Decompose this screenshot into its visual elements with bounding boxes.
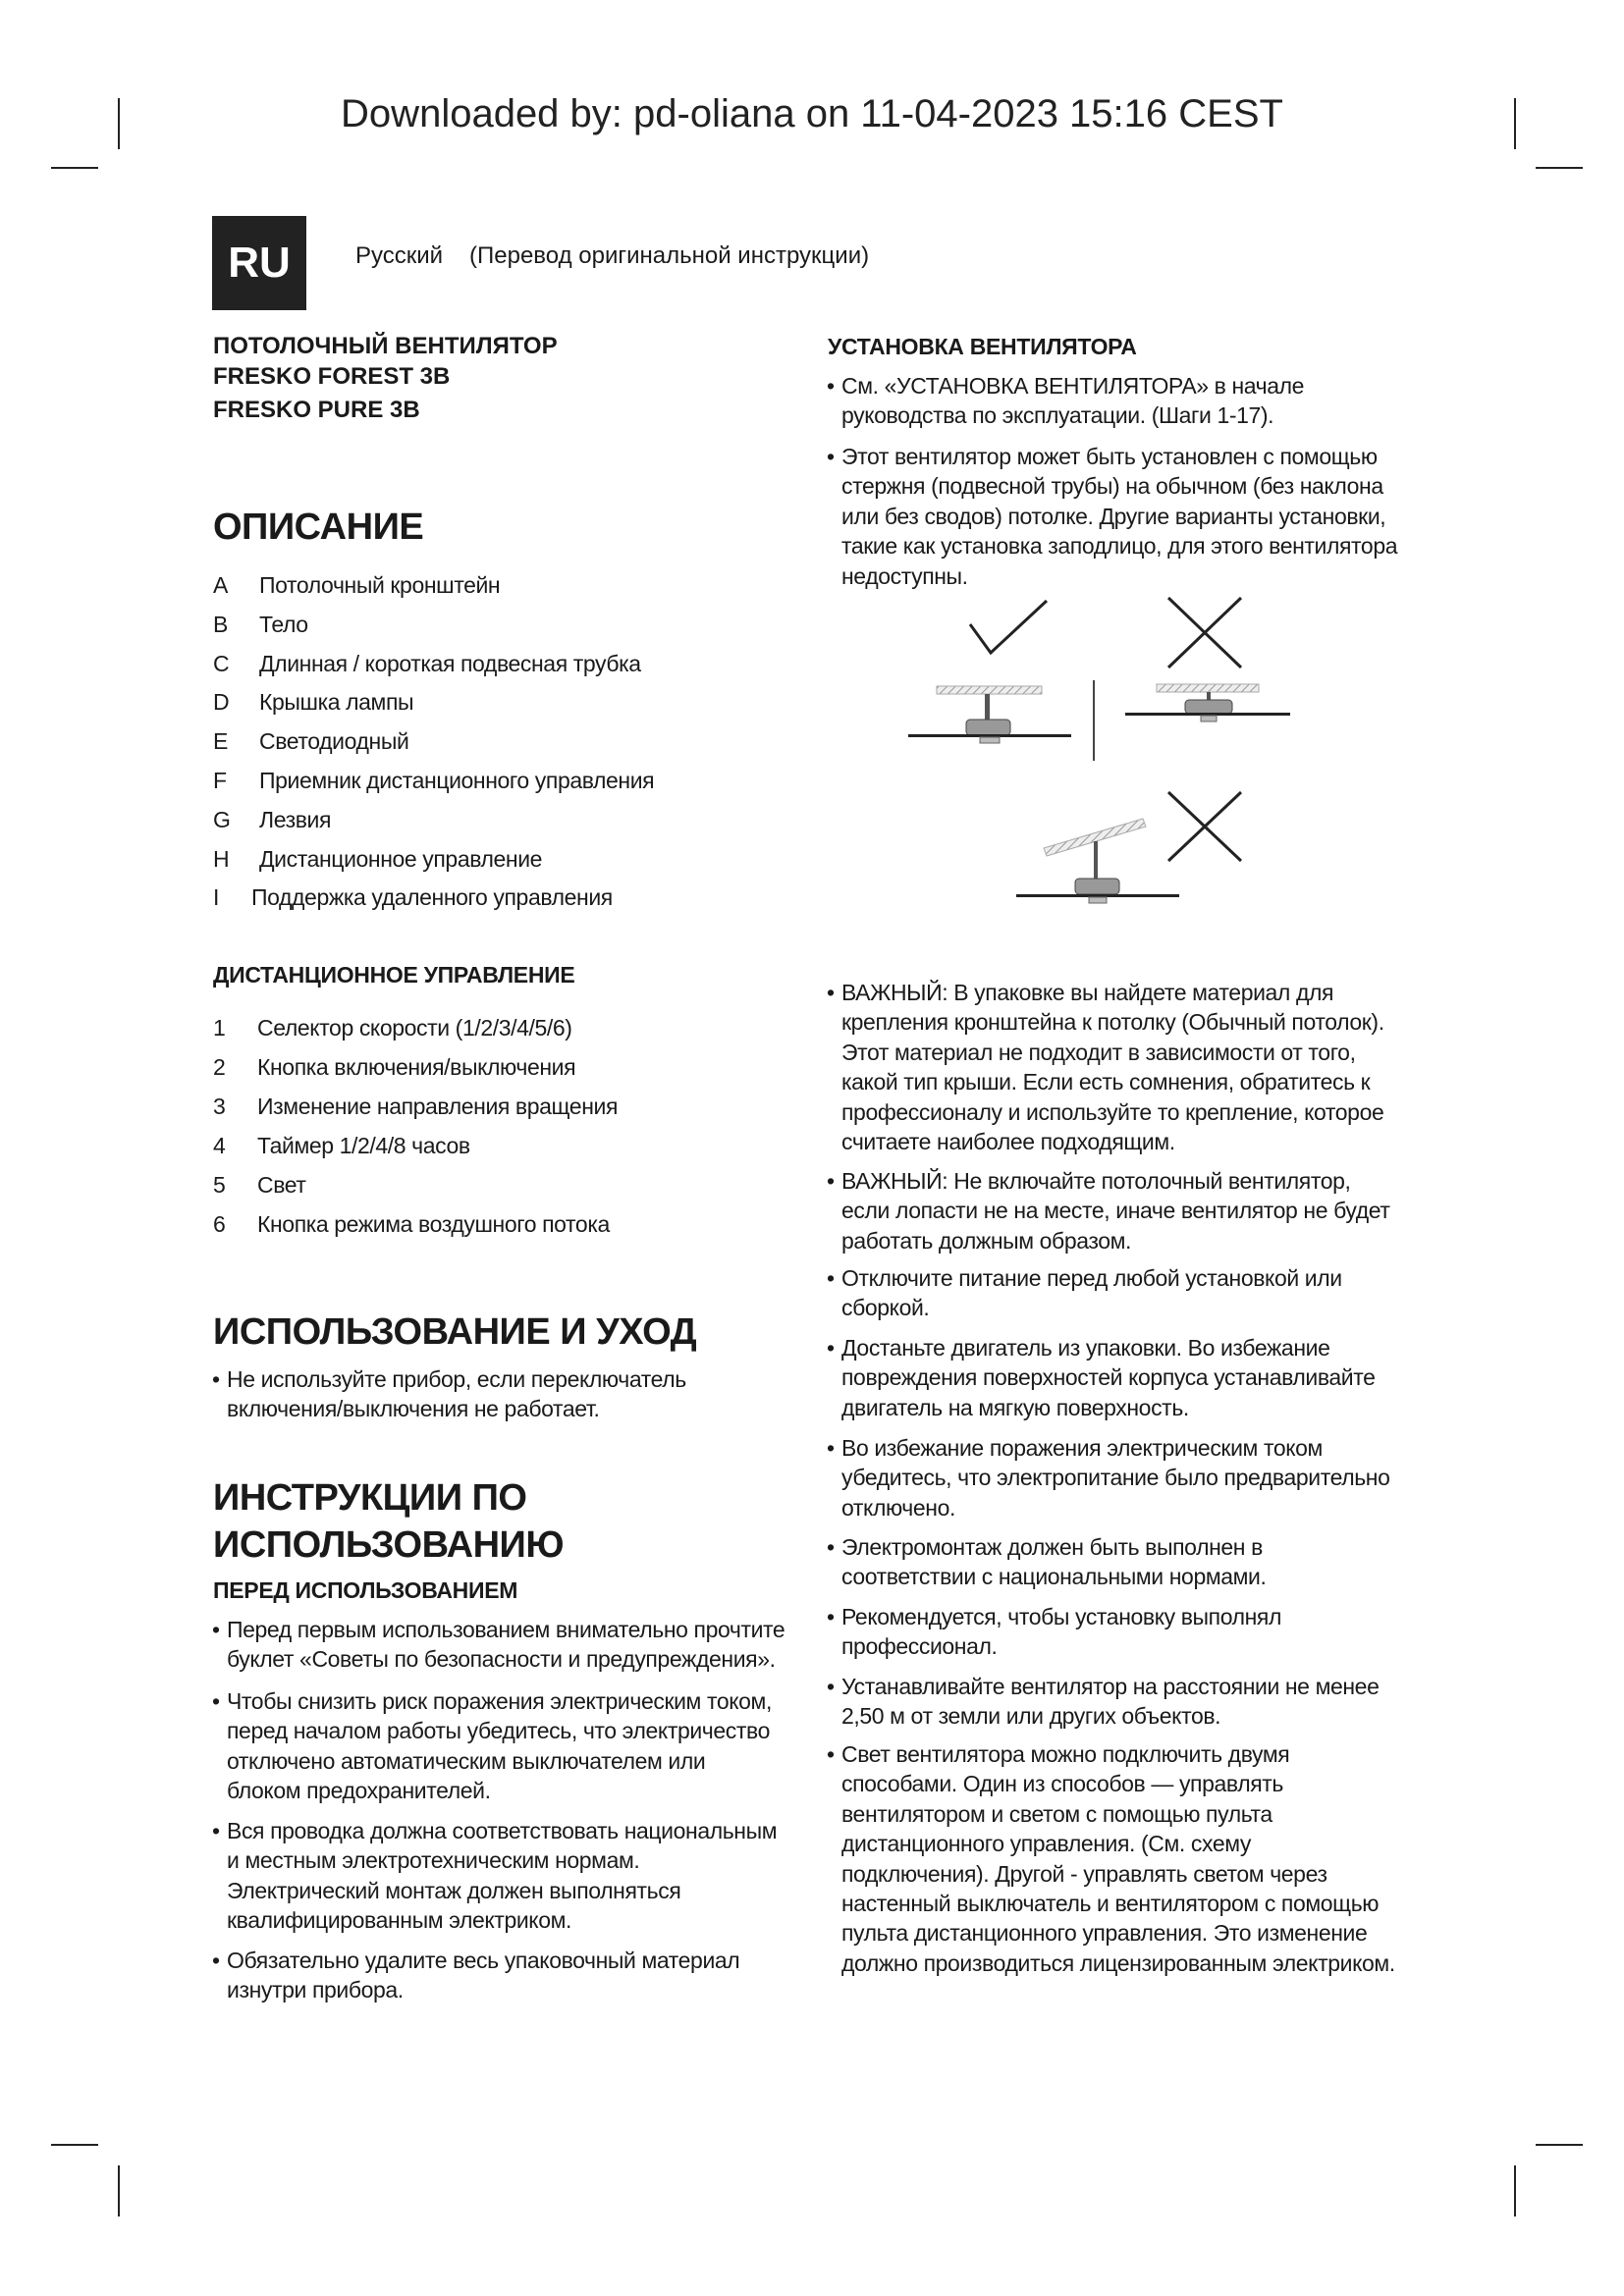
bullet-line: Отключите питание перед любой установкой или [841,1265,1342,1291]
remote-label: Кнопка включения/выключения [257,1054,576,1080]
remote-label: Таймер 1/2/4/8 часов [257,1133,470,1158]
section-heading-instructions: ИНСТРУКЦИИ ПО [213,1477,527,1519]
remote-key: 3 [213,1094,226,1119]
section-heading-use-care: ИСПОЛЬЗОВАНИЕ И УХОД [213,1311,697,1353]
bullet-line: Электрический монтаж должен выполняться [227,1877,681,1903]
bullet-line: Устанавливайте вентилятор на расстоянии не менее [841,1674,1380,1699]
bullet-line: профессионал. [841,1633,998,1660]
bullet-icon: • [827,980,835,1005]
bullet-line: пульта дистанционного управления. Это изменение [841,1920,1368,1947]
bullet-line: если лопасти не на месте, иначе вентилятор не будет [841,1198,1390,1224]
remote-key: 1 [213,1015,226,1041]
product-title-line: ПОТОЛОЧНЫЙ ВЕНТИЛЯТОР [213,333,558,359]
bullet-line: Свет вентилятора можно подключить двумя [841,1741,1290,1767]
bullet-icon: • [212,1688,220,1714]
bullet-line: или без сводов) потолке. Другие варианты установки, [841,503,1386,529]
part-label: Тело [259,611,308,637]
cross-icon [1168,792,1241,861]
bullet-icon: • [212,1948,220,1973]
part-key: H [213,845,230,872]
part-key: I [213,884,219,911]
bullet-line: крепления кронштейна к потолку (Обычный потолок). [841,1009,1384,1036]
bullet-line: стержня (подвесной трубы) на обычном (без наклона [841,473,1383,500]
remote-key: 6 [213,1211,226,1237]
part-label: Поддержка удаленного управления [251,884,613,911]
bullet-line: способами. Один из способов — управлять [841,1771,1283,1797]
bullet-line: изнутри прибора. [227,1977,404,2003]
part-key: A [213,572,228,598]
fan-flush-mount [1125,684,1290,721]
bullet-line: Обязательно удалите весь упаковочный материал [227,1948,740,1973]
part-label: Длинная / короткая подвесная трубка [259,650,641,676]
bullet-icon: • [212,1818,220,1843]
bullet-line: повреждения поверхностей корпуса устанавливайте [841,1364,1376,1391]
download-stamp: Downloaded by: pd-oliana on 11-04-2023 15:16 CEST [341,92,1283,135]
translation-note: (Перевод оригинальной инструкции) [469,242,870,269]
part-key: G [213,806,231,832]
product-title-line: FRESKO FOREST 3B [213,363,451,390]
language-name: Русский [355,242,444,269]
bullet-icon: • [827,1604,835,1629]
bullet-line: такие как установка заподлицо, для этого вентилятора [841,533,1398,560]
bullet-icon: • [827,1534,835,1560]
bullet-line: должно производиться лицензированным электриком. [841,1949,1395,1976]
bullet-line: буклет «Советы по безопасности и предупреждения». [227,1646,776,1673]
bullet-line: Чтобы снизить риск поражения электрическим током, [227,1688,772,1714]
section-heading-instructions: ИСПОЛЬЗОВАНИЮ [213,1524,565,1566]
bullet-icon: • [827,1168,835,1194]
part-label: Дистанционное управление [259,845,543,872]
part-label: Потолочный кронштейн [259,572,501,598]
remote-label: Селектор скорости (1/2/3/4/5/6) [257,1015,572,1041]
bullet-line: профессионалу и используйте то крепление, которое [841,1098,1384,1125]
bullet-line: Вся проводка должна соответствовать национальным [227,1818,778,1843]
check-icon [970,601,1047,653]
bullet-line: дистанционного управления. (См. схему [841,1831,1252,1857]
bullet-line: Перед первым использованием внимательно прочтите [227,1617,785,1642]
remote-key: 5 [213,1172,226,1198]
part-key: C [213,650,230,676]
bullet-line: работать должным образом. [841,1227,1132,1254]
bullet-icon: • [827,1741,835,1767]
bullet-line: включения/выключения не работает. [227,1396,600,1422]
bullet-line: ВАЖНЫЙ: Не включайте потолочный вентилятор, [841,1168,1351,1194]
bullet-line: Рекомендуется, чтобы установку выполнял [841,1604,1282,1629]
part-label: Крышка лампы [259,689,414,716]
cross-icon [1168,598,1241,667]
part-label: Лезвия [259,806,332,832]
bullet-line: Не используйте прибор, если переключатель [227,1366,686,1392]
bullet-icon: • [827,1435,835,1461]
bullet-line: отключено автоматическим выключателем или [227,1747,706,1774]
bullet-line: считаете наиболее подходящим. [841,1129,1175,1155]
bullet-line: перед началом работы убедитесь, что электричество [227,1718,770,1744]
bullet-line: отключено. [841,1494,955,1521]
bullet-icon: • [827,1335,835,1361]
remote-label: Свет [257,1172,306,1198]
remote-label: Изменение направления вращения [257,1094,618,1119]
remote-label: Кнопка режима воздушного потока [257,1211,610,1237]
bullet-line: 2,50 м от земли или других объектов. [841,1703,1221,1730]
bullet-line: Во избежание поражения электрическим током [841,1435,1323,1461]
fan-correct-downrod [908,686,1071,743]
bullet-line: квалифицированным электриком. [227,1907,571,1934]
section-heading-description: ОПИСАНИЕ [213,507,424,548]
bullet-line: Электромонтаж должен быть выполнен в [841,1534,1263,1560]
bullet-icon: • [212,1617,220,1642]
bullet-line: сборкой. [841,1295,930,1321]
bullet-line: блоком предохранителей. [227,1778,491,1804]
bullet-line: недоступны. [841,562,968,589]
remote-key: 4 [213,1133,226,1158]
bullet-icon: • [212,1366,220,1392]
section-heading-installation: УСТАНОВКА ВЕНТИЛЯТОРА [828,334,1137,359]
part-key: B [213,611,228,637]
bullet-line: Этот материал не подходит в зависимости от того, [841,1039,1356,1065]
bullet-line: двигатель на мягкую поверхность. [841,1394,1189,1420]
bullet-line: убедитесь, что электропитание было предварительно [841,1465,1390,1491]
bullet-line: ВАЖНЫЙ: В упаковке вы найдете материал для [841,980,1334,1005]
bullet-line: Этот вентилятор может быть установлен с помощью [841,444,1378,469]
part-label: Приемник дистанционного управления [259,768,655,793]
subheading-before-use: ПЕРЕД ИСПОЛЬЗОВАНИЕМ [213,1577,518,1603]
part-key: F [213,768,227,793]
part-key: E [213,728,228,755]
part-key: D [213,689,230,716]
section-heading-remote: ДИСТАНЦИОННОЕ УПРАВЛЕНИЕ [213,962,575,988]
bullet-icon: • [827,1674,835,1699]
product-title-line: FRESKO PURE 3B [213,397,420,423]
bullet-line: руководства по эксплуатации. (Шаги 1-17). [841,402,1274,429]
bullet-icon: • [827,373,835,399]
bullet-line: и местным электротехническим нормам. [227,1847,640,1874]
bullet-line: какой тип крыши. Если есть сомнения, обратитесь к [841,1069,1371,1095]
part-label: Светодиодный [259,728,409,755]
bullet-line: соответствии с национальными нормами. [841,1564,1267,1590]
bullet-line: См. «УСТАНОВКА ВЕНТИЛЯТОРА» в начале [841,373,1305,399]
fan-sloped-ceiling [1016,819,1179,903]
language-badge: RU [212,216,306,310]
bullet-icon: • [827,444,835,469]
remote-key: 2 [213,1054,226,1080]
bullet-line: Достаньте двигатель из упаковки. Во избежание [841,1335,1330,1361]
bullet-line: подключения). Другой - управлять светом через [841,1860,1327,1887]
bullet-line: вентилятором и светом с помощью пульта [841,1800,1272,1827]
bullet-line: настенный выключатель и вентилятором с помощью [841,1891,1380,1917]
bullet-icon: • [827,1265,835,1291]
